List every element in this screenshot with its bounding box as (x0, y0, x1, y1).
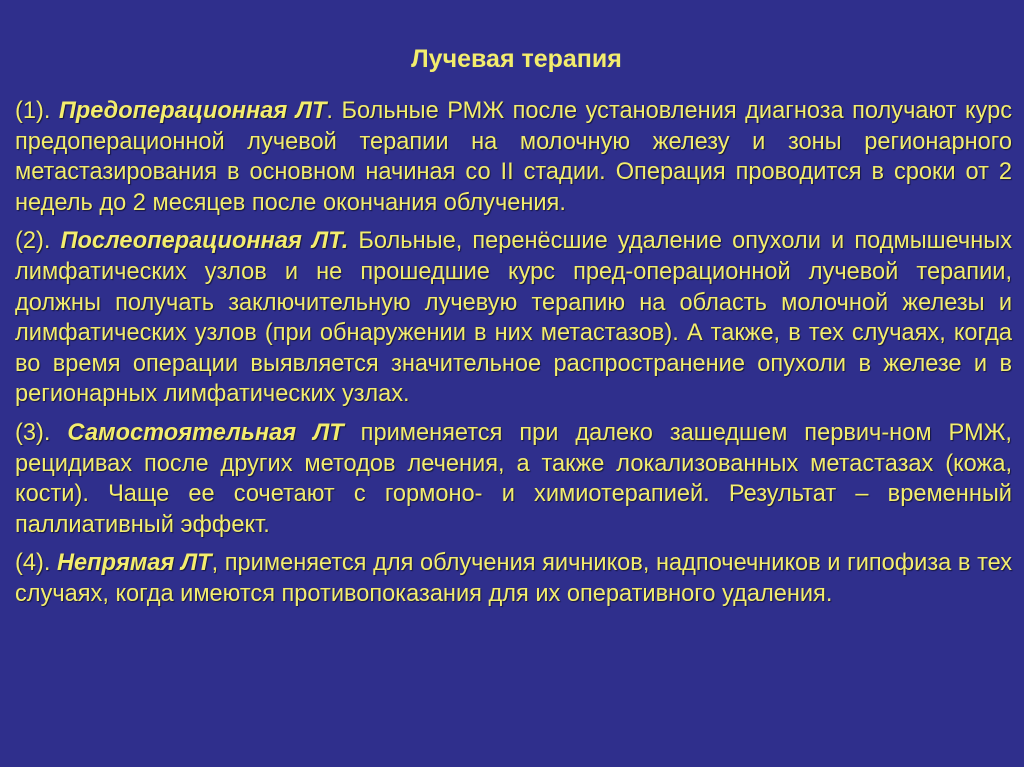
paragraph-preoperative (15, 96, 1012, 218)
paragraph-standalone (15, 418, 1012, 540)
item-term: Непрямая ЛТ (57, 550, 212, 577)
item-number: (4). (15, 550, 51, 577)
item-text: Больные, перенёсшие удаление опухоли и подмышечных лимфатических узлов и не прошедшие курс пред-операционной лучевой терапии, должны получать заключительную лучевую терапию на область молочной железы и лимфатических узлов (при обнаружении в них метастазов). А также, в тех случаях, когда во время операции выявляется значительное распространение опухоли в железе и в регионарных лимфатических узлах. (15, 228, 1012, 408)
paragraph-indirect (15, 548, 1012, 609)
item-number: (1). (15, 98, 51, 124)
item-text: , применяется для облучения яичников, надпочечников и гипофиза в тех случаях, когда имеются противопоказания для их оперативного удаления. (15, 550, 1013, 607)
item-text: . Больные РМЖ после установления диагноза получают курс предоперационной лучевой терапии на молочную железу и зоны регионарного метастазирования в основном начиная со II стадии. Операция проводится в сроки от 2 недель до 2 месяцев после окончания облучения. (15, 98, 1012, 216)
item-text: применяется при далеко зашедшем первич-ном РМЖ, рецидивах после других методов лечения, а также локализованных метастазах (кожа, кости). Чаще ее сочетают с гормоно- и химиотерапией. Результат – временный паллиативный эффект. (15, 419, 1012, 538)
item-number: (2). (15, 228, 51, 255)
item-term: Послеоперационная ЛТ. (60, 228, 349, 255)
item-term: Самостоятельная ЛТ (67, 419, 344, 446)
item-number: (3). (15, 419, 51, 446)
item-term: Предоперационная ЛТ (58, 98, 327, 124)
paragraph-postoperative (15, 226, 1012, 410)
slide-title: Лучевая терапия (411, 45, 622, 73)
